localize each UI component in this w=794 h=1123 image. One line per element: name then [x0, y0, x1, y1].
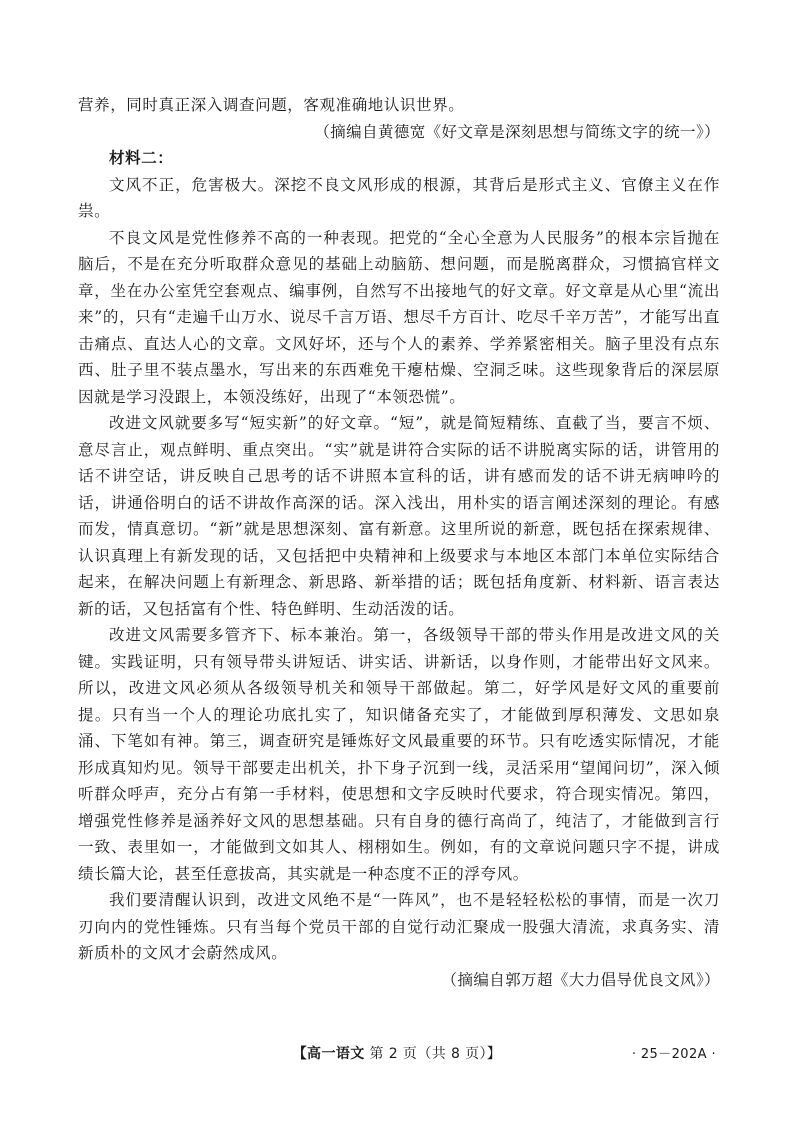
- paragraph-3: 改进文风就要多写“短实新”的好文章。“短”，就是简短精练、直截了当，要言不烦、意尽言止，观点鲜明、重点突出。“实”就是讲符合实际的话不讲脱离实际的话，讲管用的话不讲空话，讲反映自己思考的话不讲照本宣科的话，讲有感而发的话不讲无病呻吟的话，讲通俗明白的话不讲故作高深的话。深入浅出，用朴实的语言阐述深刻的理论。有感而发，情真意切。“新”就是思想深刻、富有新意。这里所说的新意，既包括在探索规律、认识真理上有新发现的话，又包括把中央精神和上级要求与本地区本部门本单位实际结合起来，在解决问题上有新理念、新思路、新举措的话；既包括角度新、材料新、语言表达新的话，又包括富有个性、特色鲜明、生动活泼的话。: [78, 414, 720, 618]
- document-body: [78, 92, 720, 993]
- footer-subject: 【高一语文: [292, 1046, 365, 1062]
- paragraph-1: 文风不正，危害极大。深挖不良文风形成的根源，其背后是形式主义、官僚主义在作祟。: [78, 175, 720, 220]
- footer-page-number: 第 2 页（共 8 页）】: [369, 1046, 502, 1062]
- continued-line: 营养，同时真正深入调查问题，客观准确地认识世界。: [78, 96, 465, 114]
- paragraph-5: 我们要清醒认识到，改进文风绝不是“一阵风”，也不是轻轻松松的事情，而是一次刀刃向内的党性锤炼。只有当每个党员干部的自觉行动汇聚成一股强大清流，求真务实、清新质朴的文风才会蔚然成风。: [78, 891, 720, 962]
- source-citation-1: （摘编自黄德宽《好文章是深刻思想与简练文字的统一》）: [314, 122, 720, 141]
- paragraph-4: 改进文风需要多管齐下、标本兼治。第一，各级领导干部的带头作用是改进文风的关键。实践证明，只有领导带头讲短话、讲实话、讲新话，以身作则，才能带出好文风来。所以，改进文风必须从各级领导机关和领导干部做起。第二，好学风是好文风的重要前提。只有当一个人的理论功底扎实了，知识储备充实了，才能做到厚积薄发、文思如泉涌、下笔如有神。第三，调查研究是锤炼好文风最重要的环节。只有吃透实际情况，才能形成真知灼见。领导干部要走出机关，扑下身子沉到一线，灵活采用“望闻问切”，深入倾听群众呼声，充分占有第一手材料，使思想和文字反映时代要求，符合现实情况。第四，增强党性修养是涵养好文风的思想基础。只有自身的德行高尚了，纯洁了，才能做到言行一致、表里如一，才能做到文如其人、栩栩如生。例如，有的文章说问题只字不提，讲成绩长篇大论，甚至任意拔高，其实就是一种态度不正的浮夸风。: [78, 626, 720, 883]
- material-2-heading: 材料二：: [109, 148, 174, 167]
- paragraph-2: 不良文风是党性修养不高的一种表现。把党的“全心全意为人民服务”的根本宗旨抛在脑后，不是在充分听取群众意见的基础上动脑筋、想问题，而是脱离群众，习惯搞官样文章，坐在办公室凭空套观点、编事例，自然写不出接地气的好文章。好文章是从心里“流出来”的，只有“走遍千山万水、说尽千言万语、想尽千方百计、吃尽千辛万苦”，才能写出直击痛点、直达人心的文章。文风好坏，还与个人的素养、学养紧密相关。脑子里没有点东西、肚子里不装点墨水，写出来的东西难免干瘪枯燥、空洞乏味。这些现象背后的深层原因就是学习没跟上，本领没练好，出现了“本领恐慌”。: [78, 228, 720, 406]
- footer-code: · 25－202A ·: [631, 1047, 716, 1062]
- source-citation-2: （摘编自郭万超《大力倡导优良文风》）: [441, 970, 720, 989]
